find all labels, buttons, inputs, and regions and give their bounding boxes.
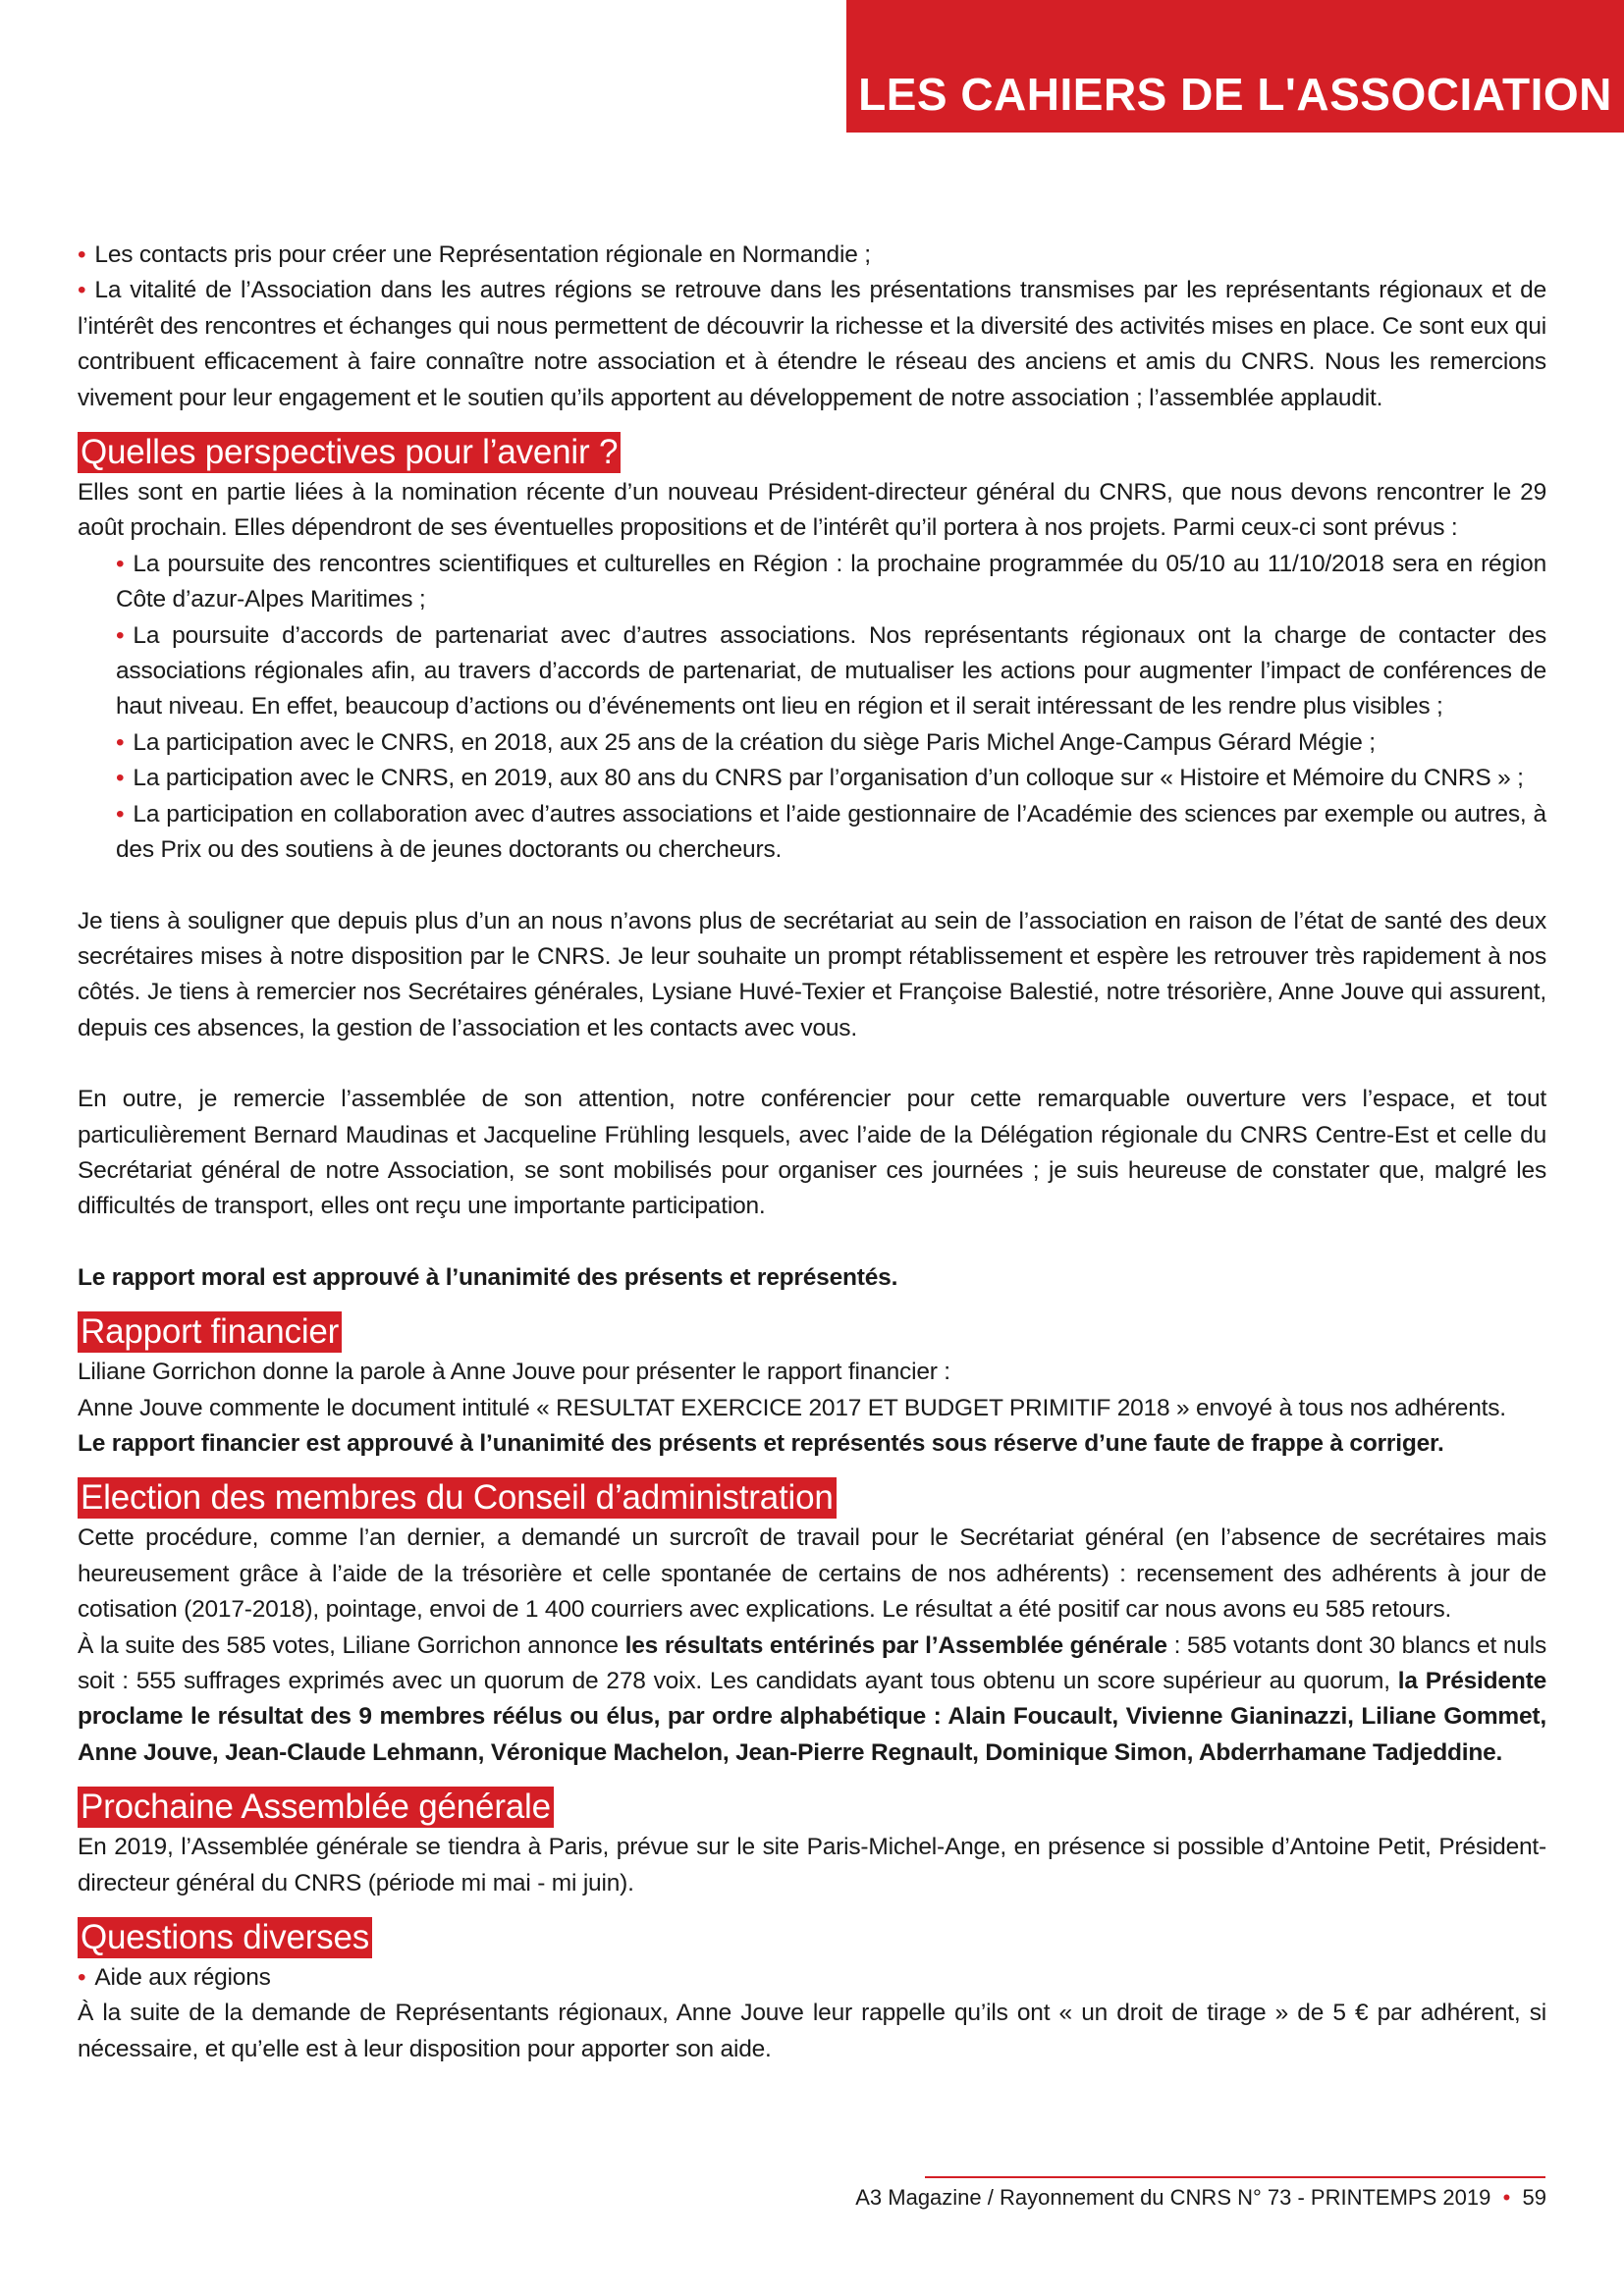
rapport-financier-approval: Le rapport financier est approuvé à l’unanimité des présents et représentés sous réserve d’une faute de frappe à corriger. (78, 1429, 1444, 1457)
heading-rapport-financier: Rapport financier (78, 1311, 342, 1353)
footer-bullet: • (1496, 2185, 1517, 2210)
section-title: LES CAHIERS DE L'ASSOCIATION (858, 69, 1612, 120)
footer-divider (925, 2176, 1545, 2178)
heading-prochaine-ag: Prochaine Assemblée générale (78, 1787, 554, 1828)
heading-perspectives: Quelles perspectives pour l’avenir ? (78, 432, 621, 473)
rapport-moral-approval: Le rapport moral est approuvé à l’unanimité des présents et représentés. (78, 1263, 898, 1291)
election-text-b: les résultats entérinés par l’Assemblée générale (624, 1631, 1167, 1659)
paragraph-financier-1: Liliane Gorrichon donne la parole à Anne Jouve pour présenter le rapport financier : (78, 1359, 950, 1386)
bullet-rencontres: • La poursuite des rencontres scientifiques et culturelles en Région : la prochaine programmée du 05/10 au 11/10/2018 sera en région Côte d’azur-Alpes Maritimes ; (78, 547, 1546, 618)
bullet-accords: • La poursuite d’accords de partenariat avec d’autres associations. Nos représentants régionaux ont la charge de contacter des associations régionales afin, au travers d’accords de partenariat, de mutualiser les actions pour augmenter l’impact de conférences de haut niveau. En effet, beaucoup d’actions ou d’événements ont lieu en région et il serait intéressant de les rendre plus visibles ; (78, 618, 1546, 725)
bullet-siege: • La participation avec le CNRS, en 2018, aux 25 ans de la création du siège Paris Michel Ange-Campus Gérard Mégie ; (78, 725, 1546, 761)
footer-publication: A3 Magazine / Rayonnement du CNRS N° 73 - PRINTEMPS 2019 (855, 2185, 1491, 2210)
bullet-vitalite: • La vitalité de l’Association dans les autres régions se retrouve dans les présentations transmises par les représentants régionaux et de l’intérêt des rencontres et échanges qui nous permettent de découvrir la richesse et la diversité des activités mises en place. Ce sont eux qui contribuent efficacement à faire connaître notre association et à étendre le réseau des anciens et amis du CNRS. Nous les remercions vivement pour leur engagement et le soutien qu’ils apportent au développement de notre association ; l’assemblée applaudit. (78, 273, 1546, 416)
paragraph-secretariat: Je tiens à souligner que depuis plus d’un an nous n’avons plus de secrétariat au sein de l’association en raison de l’état de santé des deux secrétaires mises à notre disposition par le CNRS. Je leur souhaite un prompt rétablissement et espère les retrouver très rapidement à nos côtés. Je tiens à remercier nos Secrétaires générales, Lysiane Huvé-Texier et Françoise Balestié, notre trésorière, Anne Jouve qui assurent, depuis ces absences, la gestion de l’association et les contacts avec vous. (78, 907, 1546, 1041)
election-text-c: : 585 votants dont 30 blancs et nuls soit : 555 suffrages exprimés avec un quorum de 278 voix. Les candidats ayant tous obtenu un score supérieur au quorum, (78, 1631, 1546, 1694)
paragraph-financier-2: Anne Jouve commente le document intitulé « RESULTAT EXERCICE 2017 ET BUDGET PRIMITIF 2018 » envoyé à tous nos adhérents. (78, 1394, 1506, 1421)
bullet-aide-regions: • Aide aux régions (78, 1960, 1546, 1996)
election-text-d: la Présidente proclame le résultat des 9 membres réélus ou élus, par ordre alphabétique : Alain Foucault, Vivienne Gianinazzi, Liliane Gommet, Anne Jouve, Jean-Claude Lehmann, Véronique Machelon, Jean-Pierre Regnault, Dominique Simon, Abderrhamane Tadjeddine. (78, 1668, 1547, 1766)
bullet-collaboration: • La participation en collaboration avec d’autres associations et l’aide gestionnaire de l’Académie des sciences par exemple ou autres, à des Prix ou des soutiens à de jeunes doctorants ou chercheurs. (78, 797, 1546, 869)
heading-questions: Questions diverses (78, 1917, 372, 1958)
election-text-a: À la suite des 585 votes, Liliane Gorrichon annonce (78, 1631, 625, 1659)
article-body (78, 238, 1546, 2067)
page-number: 59 (1522, 2185, 1546, 2210)
bullet-normandie: • Les contacts pris pour créer une Représentation régionale en Normandie ; (78, 238, 1546, 273)
footer (855, 2185, 1546, 2211)
heading-election: Election des membres du Conseil d’administration (78, 1477, 837, 1519)
paragraph-election-1: Cette procédure, comme l’an dernier, a demandé un surcroît de travail pour le Secrétariat général (en l’absence de secrétaires mais heureusement grâce à l’aide de la trésorière et celle spontanée de certains de nos adhérents) : recensement des adhérents à jour de cotisation (2017-2018), pointage, envoi de 1 400 courriers avec explications. Le résultat a été positif car nous avons eu 585 retours. (78, 1524, 1546, 1624)
paragraph-questions: À la suite de la demande de Représentants régionaux, Anne Jouve leur rappelle qu’ils ont « un droit de tirage » de 5 € par adhérent, si nécessaire, et qu’elle est à leur disposition pour apporter son aide. (78, 2000, 1546, 2062)
bullet-80-ans: • La participation avec le CNRS, en 2019, aux 80 ans du CNRS par l’organisation d’un colloque sur « Histoire et Mémoire du CNRS » ; (78, 761, 1546, 796)
paragraph-perspectives: Elles sont en partie liées à la nomination récente d’un nouveau Président-directeur général du CNRS, que nous devons rencontrer le 29 août prochain. Elles dépendront de ses éventuelles propositions et de l’intérêt qu’il portera à nos projets. Parmi ceux-ci sont prévus : (78, 479, 1546, 542)
paragraph-election-2 (78, 1629, 1546, 1772)
paragraph-prochaine-ag: En 2019, l’Assemblée générale se tiendra à Paris, prévue sur le site Paris-Michel-Ange, en présence si possible d’Antoine Petit, Président-directeur général du CNRS (période mi mai - mi juin). (78, 1834, 1546, 1896)
header-banner (846, 0, 1624, 133)
paragraph-remerciements: En outre, je remercie l’assemblée de son attention, notre conférencier pour cette remarquable ouverture vers l’espace, et tout particulièrement Bernard Maudinas et Jacqueline Frühling lesquels, avec l’aide de la Délégation régionale du CNRS Centre-Est et celle du Secrétariat général de notre Association, se sont mobilisés pour organiser ces journées ; je suis heureuse de constater que, malgré les difficultés de transport, elles ont reçu une importante participation. (78, 1086, 1546, 1220)
